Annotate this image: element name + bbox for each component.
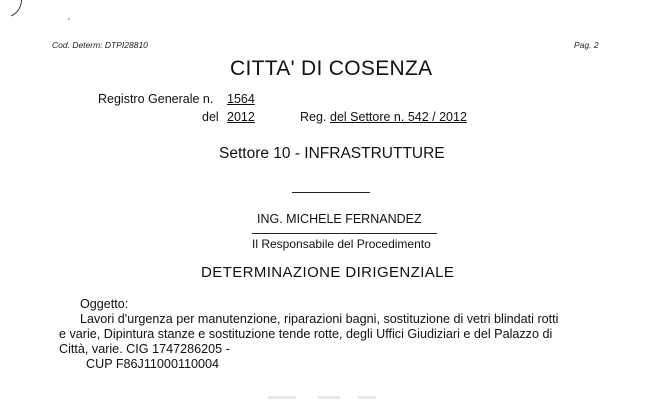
registry-general-number: 1564 xyxy=(227,92,255,106)
registry-year: 2012 xyxy=(227,110,255,124)
city-title: CITTA' DI COSENZA xyxy=(230,57,433,80)
subject-line-1: Lavori d'urgenza per manutenzione, riparazioni bagni, sostituzione di vetri blindati rotti xyxy=(80,312,559,326)
document-type-heading: DETERMINAZIONE DIRIGENZIALE xyxy=(201,264,455,281)
signatory-role: Il Responsabile del Procedimento xyxy=(252,237,431,251)
cut-off-text-fragment xyxy=(318,396,340,399)
scan-speck xyxy=(68,18,70,20)
determination-code: Cod. Determ: DTPI28810 xyxy=(52,40,148,50)
subject-line-2: e varie, Dipintura stanze e sostituzione tende rotte, degli Uffici Giudiziari e del Palazzo di xyxy=(59,327,553,341)
subject-line-3: Città, varie. CIG 1747286205 - xyxy=(59,342,230,356)
page-number: Pag. 2 xyxy=(574,40,599,50)
signatory-name: ING. MICHELE FERNANDEZ xyxy=(257,212,422,226)
subject-label: Oggetto: xyxy=(80,297,129,311)
corner-scan-mark xyxy=(0,0,27,23)
registry-general-label: Registro Generale n. xyxy=(98,92,214,106)
sector-heading: Settore 10 - INFRASTRUTTURE xyxy=(219,145,445,162)
subject-line-4: CUP F86J11000110004 xyxy=(86,357,220,371)
cut-off-text-fragment xyxy=(268,396,296,399)
registry-sector-label: Reg. xyxy=(300,110,327,124)
registry-date-label: del xyxy=(202,110,219,124)
registry-sector-reference: del Settore n. 542 / 2012 xyxy=(330,110,467,124)
signature-line xyxy=(292,192,370,193)
signatory-divider xyxy=(252,233,437,234)
cut-off-text-fragment xyxy=(358,396,376,399)
